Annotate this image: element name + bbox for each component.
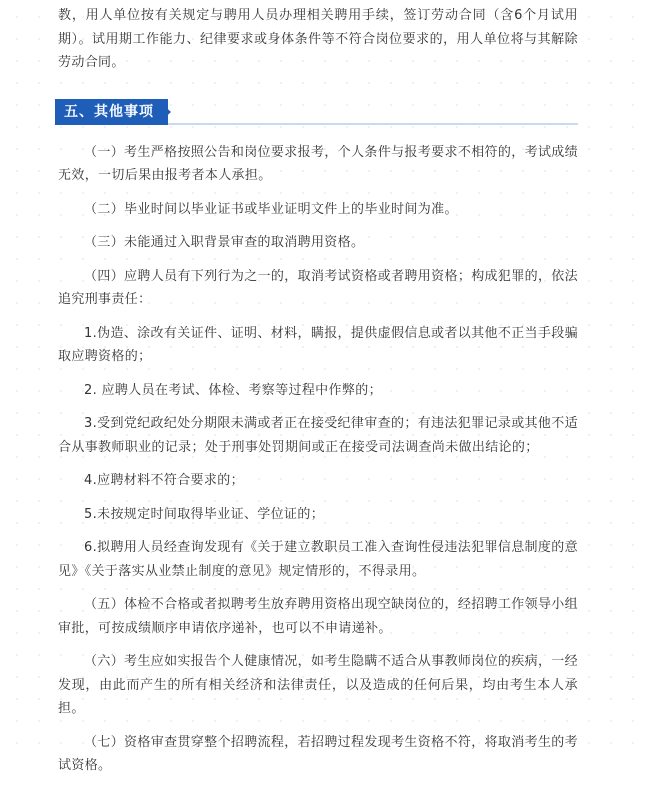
document-body: [58, 0, 578, 788]
paragraph-item: （五）体检不合格或者拟聘考生放弃聘用资格出现空缺岗位的，经招聘工作领导小组审批，可按成绩顺序申请依序递补，也可以不申请递补。: [58, 597, 578, 636]
list-item: 3.受到党纪政纪处分期限未满或者正在接受纪律审查的；有违法犯罪记录或其他不适合从事教师职业的记录；处于刑事处罚期间或正在接受司法调查尚未做出结论的；: [58, 416, 578, 455]
list-item: 6.拟聘用人员经查询发现有《关于建立教职员工准入查询性侵违法犯罪信息制度的意见》《关于落实从业禁止制度的意见》规定情形的，不得录用。: [58, 540, 578, 579]
paragraph-item: （一）考生严格按照公告和岗位要求报考，个人条件与报考要求不相符的，考试成绩无效，一切后果由报考者本人承担。: [58, 144, 578, 183]
paragraph-item: （六）考生应如实报告个人健康情况，如考生隐瞒不适合从事教师岗位的疾病，一经发现，由此而产生的所有相关经济和法律责任，以及造成的任何后果，均由考生本人承担。: [58, 654, 578, 716]
list-item: 5.未按规定时间取得毕业证、学位证的；: [84, 506, 325, 522]
paragraph-item: （三）未能通过入职背景审查的取消聘用资格。: [84, 235, 365, 250]
list-item: 2. 应聘人员在考试、体检、考察等过程中作弊的；: [84, 382, 382, 398]
intro-paragraph: 教，用人单位按有关规定与聘用人员办理相关聘用手续，签订劳动合同（含6个月试用期）。试用期工作能力、纪律要求或身体条件等不符合岗位要求的，用人单位将与其解除劳动合同。: [58, 8, 578, 70]
section-header: [58, 99, 578, 125]
paragraph-item: （四）应聘人员有下列行为之一的，取消考试资格或者聘用资格；构成犯罪的，依法追究刑事责任：: [58, 268, 578, 307]
list-item: 4.应聘材料不符合要求的；: [84, 473, 244, 488]
paragraph-item: （七）资格审查贯穿整个招聘流程，若招聘过程发现考生资格不符，将取消考生的考试资格。: [58, 734, 578, 773]
paragraph-item: （二）毕业时间以毕业证书或毕业证明文件上的毕业时间为准。: [84, 201, 458, 217]
section-title: 五、其他事项: [55, 99, 168, 125]
list-item: 1.伪造、涂改有关证件、证明、材料，瞒报，提供虚假信息或者以其他不正当手段骗取应聘资格的；: [58, 325, 578, 364]
